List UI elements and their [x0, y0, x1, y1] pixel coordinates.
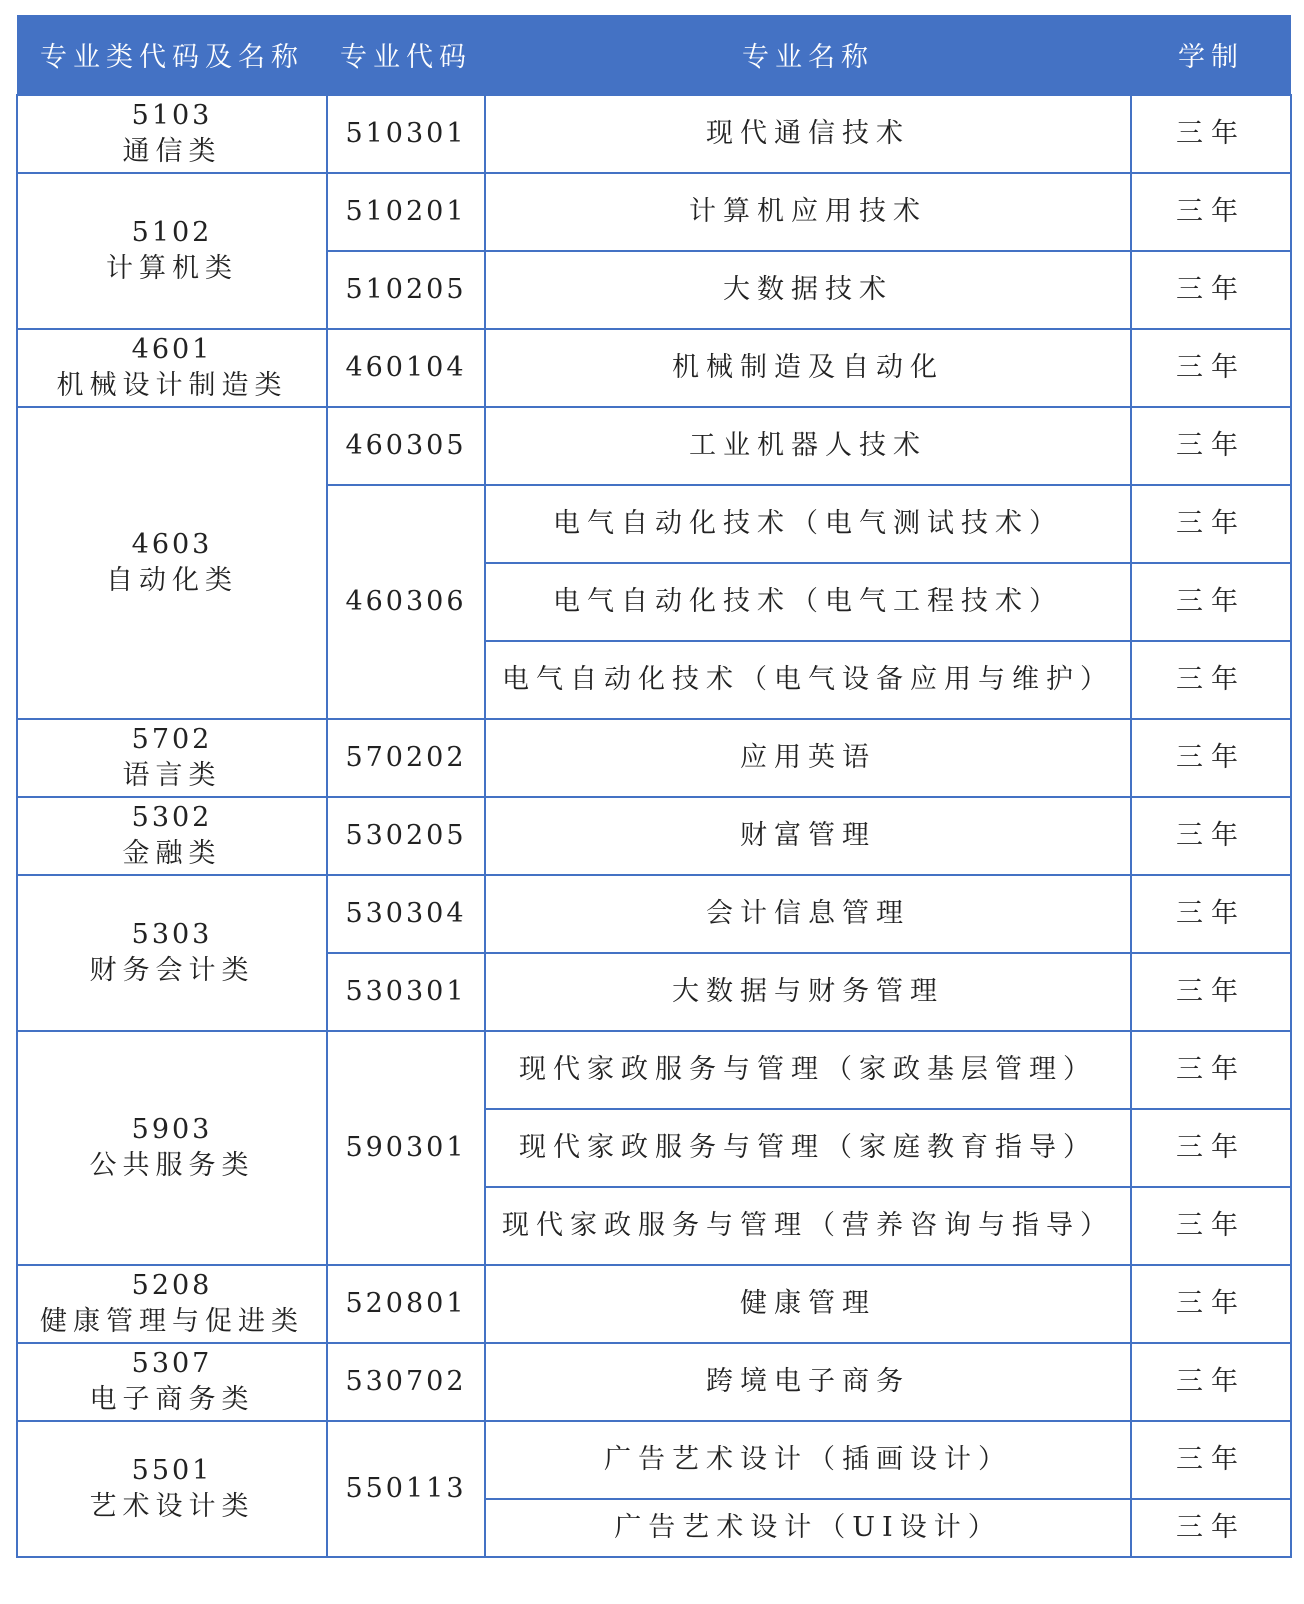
major-name: 电气自动化技术（电气设备应用与维护）: [485, 641, 1131, 719]
major-duration: 三年: [1131, 1343, 1291, 1421]
major-duration: 三年: [1131, 329, 1291, 407]
major-code: 530702: [327, 1343, 485, 1421]
table-row: [17, 329, 1291, 407]
major-duration: 三年: [1131, 485, 1291, 563]
major-duration: 三年: [1131, 95, 1291, 173]
table-row: [17, 95, 1291, 173]
major-name: 广告艺术设计（UI设计）: [485, 1499, 1131, 1557]
category-cell: [17, 719, 327, 797]
major-name: 跨境电子商务: [485, 1343, 1131, 1421]
category-name: 自动化类: [106, 565, 238, 596]
table-row: [17, 1343, 1291, 1421]
major-code: 530205: [327, 797, 485, 875]
header-code: 专业代码: [327, 15, 485, 95]
category-cell: [17, 1343, 327, 1421]
category-code: 5702: [131, 724, 213, 755]
majors-table: [16, 15, 1292, 1558]
table-header: [17, 15, 1291, 95]
major-name: 计算机应用技术: [485, 173, 1131, 251]
category-name: 金融类: [122, 838, 222, 869]
header-duration: 学制: [1131, 15, 1291, 95]
category-cell: [17, 1031, 327, 1265]
major-code: 530304: [327, 875, 485, 953]
category-cell: [17, 1421, 327, 1557]
major-code: 570202: [327, 719, 485, 797]
category-code: 5501: [131, 1455, 213, 1486]
major-name: 大数据技术: [485, 251, 1131, 329]
major-name: 现代通信技术: [485, 95, 1131, 173]
major-name: 应用英语: [485, 719, 1131, 797]
major-name: 电气自动化技术（电气工程技术）: [485, 563, 1131, 641]
major-duration: 三年: [1131, 953, 1291, 1031]
table-row: [17, 1031, 1291, 1109]
category-name: 语言类: [122, 760, 222, 791]
table-row: [17, 875, 1291, 953]
major-duration: 三年: [1131, 719, 1291, 797]
table-row: [17, 719, 1291, 797]
category-cell: [17, 875, 327, 1031]
header-category: 专业类代码及名称: [17, 15, 327, 95]
major-duration: 三年: [1131, 1109, 1291, 1187]
major-duration: 三年: [1131, 1031, 1291, 1109]
major-duration: 三年: [1131, 1499, 1291, 1557]
category-code: 5208: [131, 1270, 213, 1301]
major-code: 520801: [327, 1265, 485, 1343]
major-duration: 三年: [1131, 1421, 1291, 1499]
major-duration: 三年: [1131, 797, 1291, 875]
major-duration: 三年: [1131, 173, 1291, 251]
major-code: 460306: [327, 485, 485, 719]
major-name: 现代家政服务与管理（家庭教育指导）: [485, 1109, 1131, 1187]
category-code: 5303: [131, 919, 213, 950]
major-code: 460305: [327, 407, 485, 485]
major-name: 现代家政服务与管理（家政基层管理）: [485, 1031, 1131, 1109]
category-cell: [17, 329, 327, 407]
category-cell: [17, 1265, 327, 1343]
table-row: [17, 407, 1291, 485]
table-body: [17, 95, 1291, 1557]
major-code: 510201: [327, 173, 485, 251]
category-name: 电子商务类: [89, 1384, 255, 1415]
major-name: 机械制造及自动化: [485, 329, 1131, 407]
category-code: 5102: [131, 217, 213, 248]
major-name: 工业机器人技术: [485, 407, 1131, 485]
category-cell: [17, 407, 327, 719]
major-name: 会计信息管理: [485, 875, 1131, 953]
major-name: 电气自动化技术（电气测试技术）: [485, 485, 1131, 563]
major-code: 510301: [327, 95, 485, 173]
major-code: 590301: [327, 1031, 485, 1265]
major-duration: 三年: [1131, 641, 1291, 719]
category-code: 4603: [131, 529, 213, 560]
category-name: 艺术设计类: [89, 1491, 255, 1522]
major-name: 广告艺术设计（插画设计）: [485, 1421, 1131, 1499]
table-row: [17, 1421, 1291, 1499]
category-name: 财务会计类: [89, 955, 255, 986]
major-duration: 三年: [1131, 1187, 1291, 1265]
major-code: 460104: [327, 329, 485, 407]
major-code: 550113: [327, 1421, 485, 1557]
table-row: [17, 797, 1291, 875]
major-duration: 三年: [1131, 1265, 1291, 1343]
category-cell: [17, 797, 327, 875]
category-name: 计算机类: [106, 253, 238, 284]
category-cell: [17, 173, 327, 329]
major-name: 现代家政服务与管理（营养咨询与指导）: [485, 1187, 1131, 1265]
major-name: 健康管理: [485, 1265, 1131, 1343]
category-name: 机械设计制造类: [56, 370, 288, 401]
major-code: 530301: [327, 953, 485, 1031]
major-duration: 三年: [1131, 407, 1291, 485]
category-code: 5302: [131, 802, 213, 833]
major-duration: 三年: [1131, 563, 1291, 641]
major-code: 510205: [327, 251, 485, 329]
table-row: [17, 1265, 1291, 1343]
category-name: 公共服务类: [89, 1150, 255, 1181]
category-code: 5307: [131, 1348, 213, 1379]
major-name: 财富管理: [485, 797, 1131, 875]
category-name: 健康管理与促进类: [40, 1306, 304, 1337]
header-row: [17, 15, 1291, 95]
major-duration: 三年: [1131, 875, 1291, 953]
category-code: 5103: [131, 100, 213, 131]
category-code: 4601: [131, 334, 213, 365]
major-duration: 三年: [1131, 251, 1291, 329]
table-row: [17, 173, 1291, 251]
major-name: 大数据与财务管理: [485, 953, 1131, 1031]
category-name: 通信类: [122, 136, 222, 167]
category-cell: [17, 95, 327, 173]
header-name: 专业名称: [485, 15, 1131, 95]
category-code: 5903: [131, 1114, 213, 1145]
